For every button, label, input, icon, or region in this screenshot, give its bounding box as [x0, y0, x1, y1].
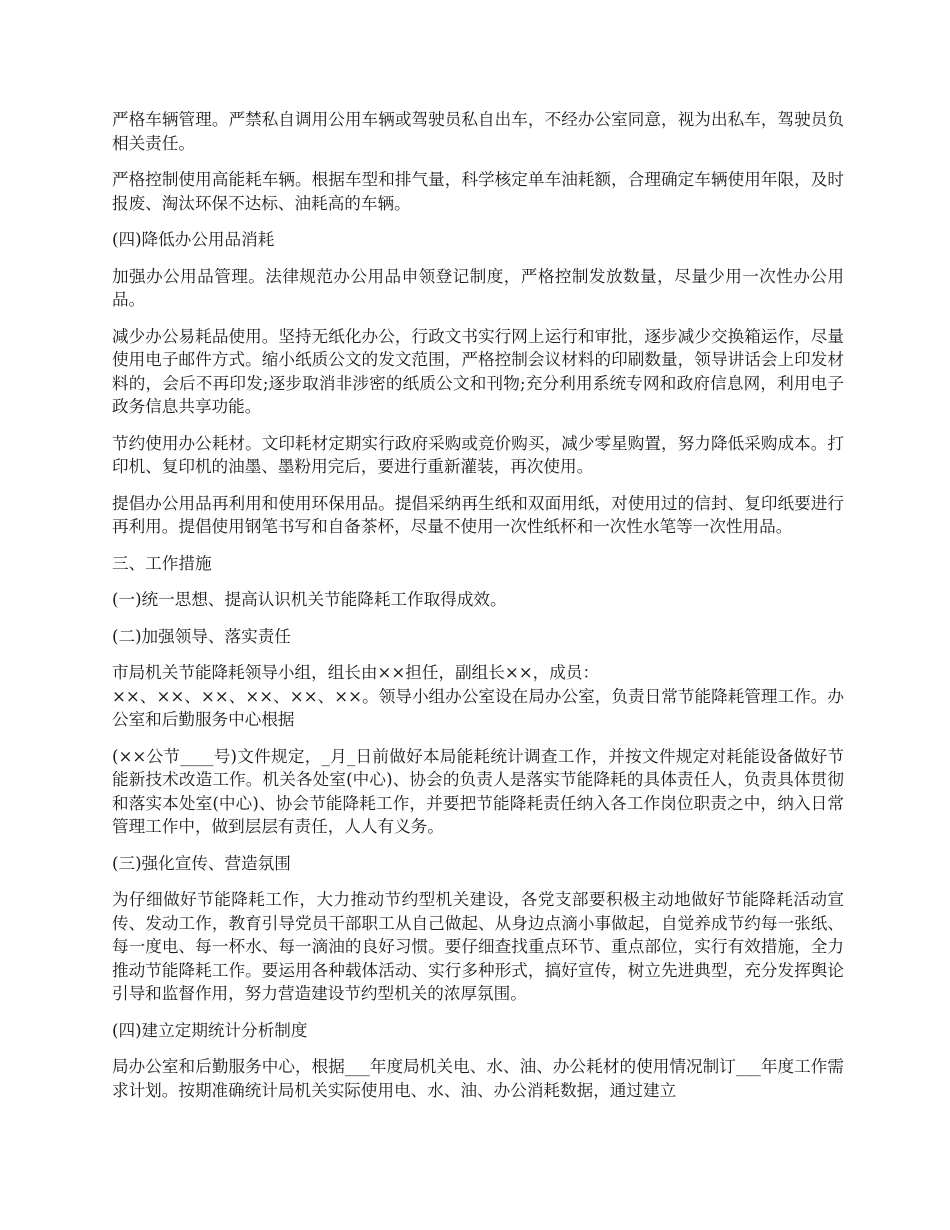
- paragraph: 局办公室和后勤服务中心，根据___年度局机关电、水、油、办公耗材的使用情况制订___年度工作需求计划。按期准确统计局机关实际使用电、水、油、办公消耗数据，通过建立: [112, 1057, 844, 1100]
- paragraph: 严格控制使用高能耗车辆。根据车型和排气量，科学核定单车油耗额，合理确定车辆使用年限，及时报废、淘汰环保不达标、油耗高的车辆。: [112, 170, 844, 213]
- section-heading: (一)统一思想、提高认识机关节能降耗工作取得成效。: [112, 590, 507, 609]
- document-body: [112, 108, 844, 1115]
- section-heading: (三)强化宣传、营造氛围: [112, 853, 291, 873]
- paragraph: 严格车辆管理。严禁私自调用公用车辆或驾驶员私自出车，不经办公室同意，视为出私车，驾驶员负相关责任。: [112, 110, 844, 153]
- section-heading: (二)加强领导、落实责任: [112, 626, 291, 646]
- paragraph: 节约使用办公耗材。文印耗材定期实行政府采购或竞价购买，减少零星购置，努力降低采购成本。打印机、复印机的油墨、墨粉用完后，要进行重新灌装，再次使用。: [112, 433, 844, 476]
- paragraph: 为仔细做好节能降耗工作，大力推动节约型机关建设，各党支部要积极主动地做好节能降耗活动宣传、发动工作，教育引导党员干部职工从自己做起、从身边点滴小事做起，自觉养成节约每一张纸、每一度电、每一杯水、每一滴油的良好习惯。要仔细查找重点环节、重点部位，实行有效措施，全力推动节能降耗工作。要运用各种载体活动、实行多种形式，搞好宣传，树立先进典型，充分发挥舆论引导和监督作用，努力营造建设节约型机关的浓厚氛围。: [112, 890, 844, 1003]
- paragraph: 市局机关节能降耗领导小组，组长由××担任，副组长××，成员： ××、××、××、××、××、××。领导小组办公室设在局办公室，负责日常节能降耗管理工作。办公室和后勤服务中心根据: [112, 663, 844, 729]
- paragraph: 提倡办公用品再利用和使用环保用品。提倡采纳再生纸和双面用纸，对使用过的信封、复印纸要进行再利用。提倡使用钢笔书写和自备茶杯，尽量不使用一次性纸杯和一次性水笔等一次性用品。: [112, 493, 844, 536]
- section-heading: (四)建立定期统计分析制度: [112, 1020, 308, 1040]
- section-heading: 三、工作措施: [112, 553, 212, 573]
- paragraph: 加强办公用品管理。法律规范办公用品申领登记制度，严格控制发放数量，尽量少用一次性办公用品。: [112, 266, 844, 309]
- paragraph: (××公节____号)文件规定，_月_日前做好本局能耗统计调查工作，并按文件规定对耗能设备做好节能新技术改造工作。机关各处室(中心)、协会的负责人是落实节能降耗的具体责任人，负责具体贯彻和落实本处室(中心)、协会节能降耗工作，并要把节能降耗责任纳入各工作岗位职责之中，纳入日常管理工作中，做到层层有责任，人人有义务。: [112, 746, 844, 836]
- section-heading: (四)降低办公用品消耗: [112, 230, 275, 249]
- paragraph: 减少办公易耗品使用。坚持无纸化办公，行政文书实行网上运行和审批，逐步减少交换箱运作，尽量使用电子邮件方式。缩小纸质公文的发文范围，严格控制会议材料的印刷数量，领导讲话会上印发材料的，会后不再印发;逐步取消非涉密的纸质公文和刊物;充分利用系统专网和政府信息网，利用电子政务信息共享功能。: [112, 326, 844, 416]
